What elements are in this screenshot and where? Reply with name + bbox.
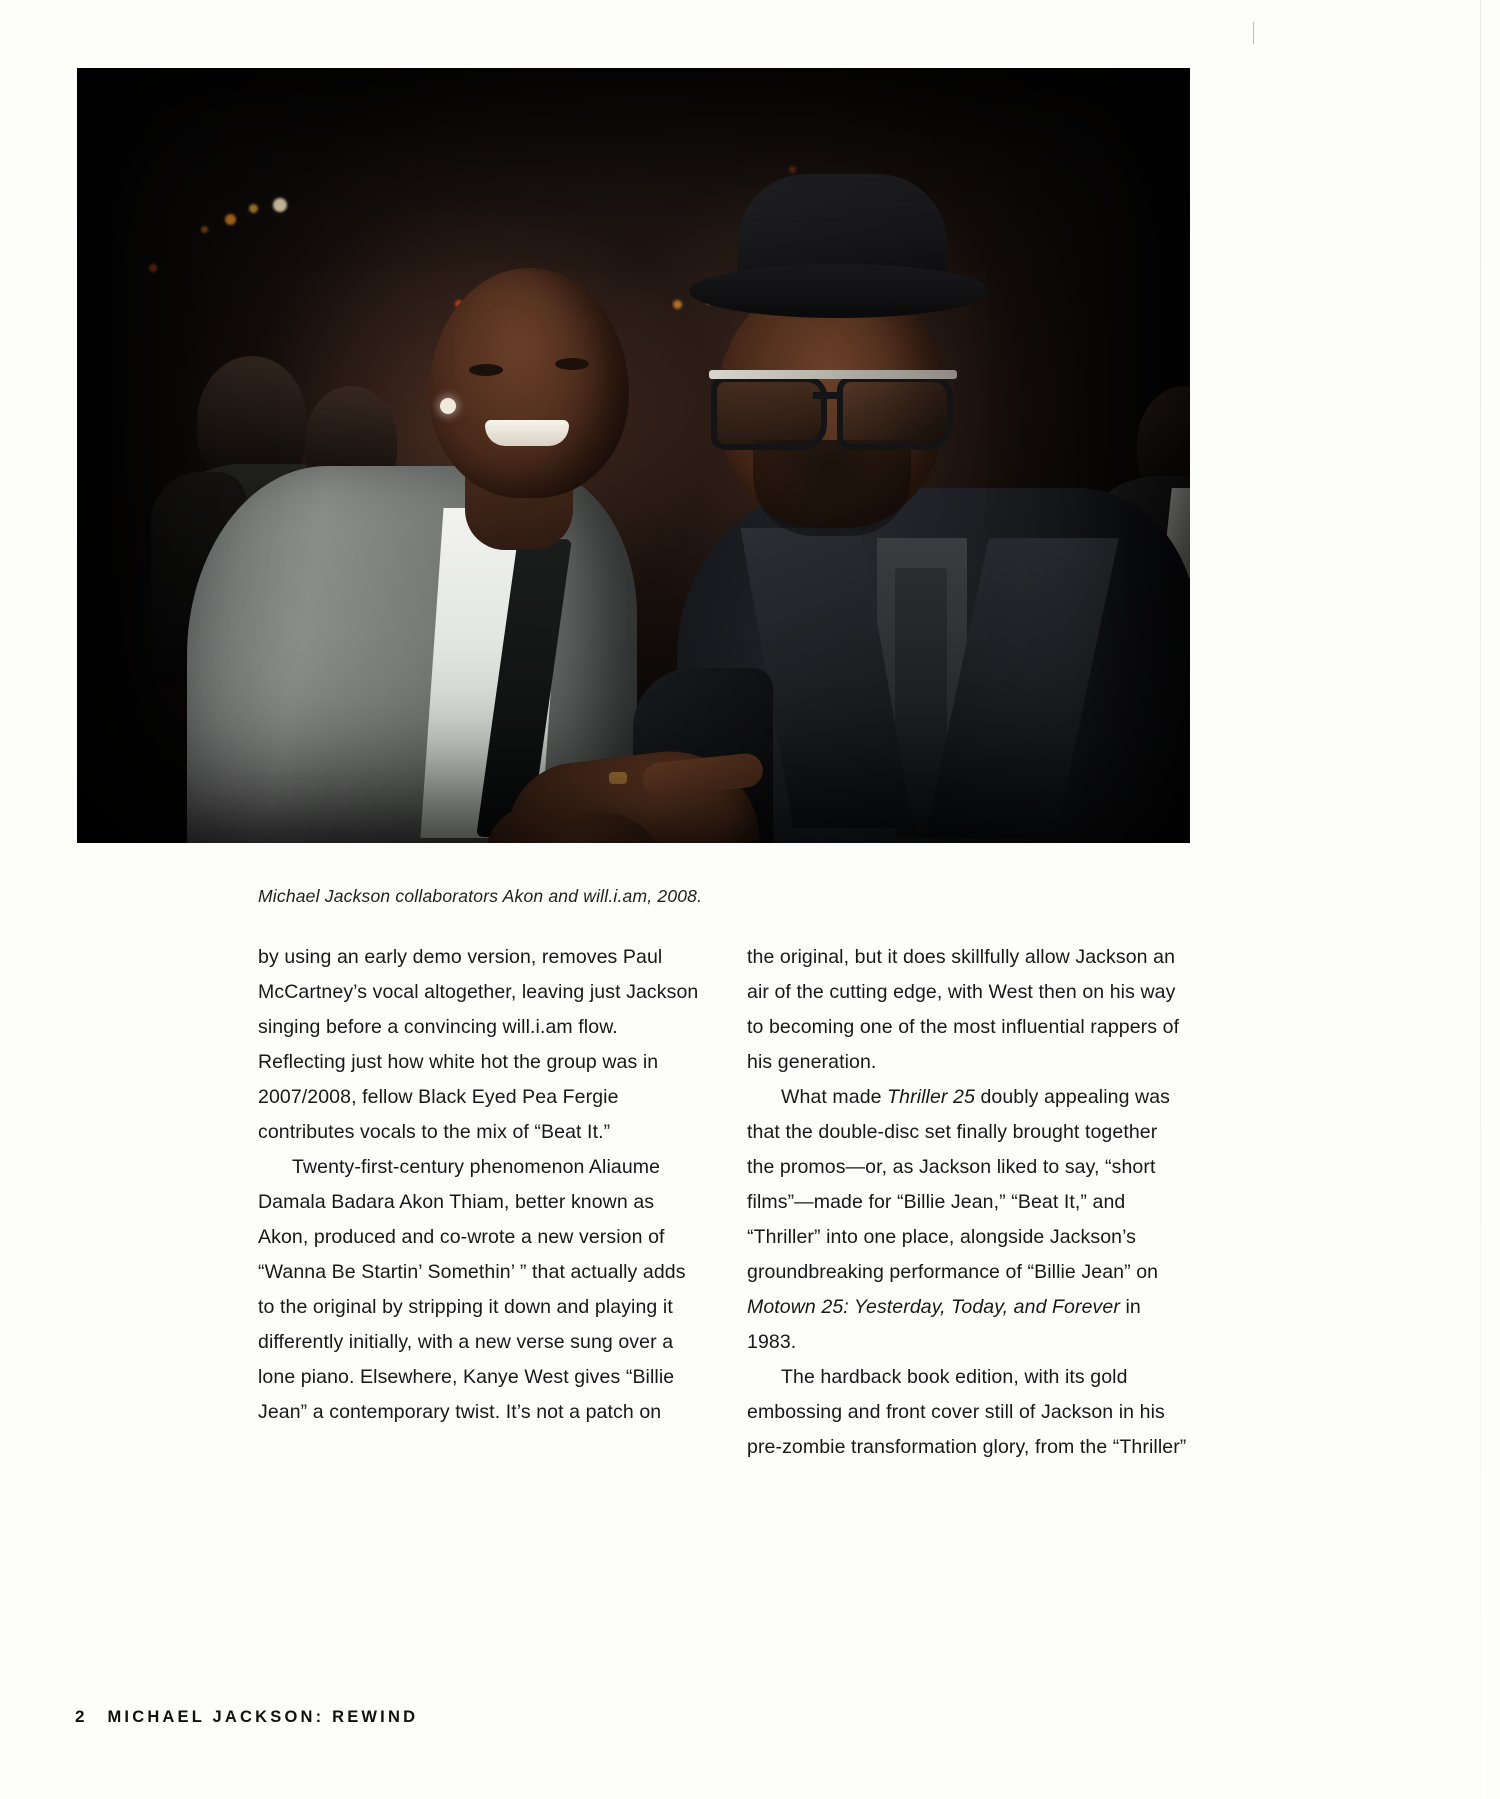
- page-footer: [75, 1707, 418, 1727]
- page-edge-rule: [1480, 0, 1481, 1799]
- glasses-lens-left: [711, 376, 827, 450]
- william-glasses: [705, 368, 961, 442]
- italic-title: Motown 25: Yesterday, Today, and Forever: [747, 1296, 1120, 1318]
- text-run: What made: [781, 1086, 888, 1108]
- glasses-bridge: [813, 392, 843, 399]
- akon-eye-left: [469, 364, 503, 376]
- body-column-left: [258, 940, 699, 1465]
- text-run: the original, but it does skillfully allow Jackson an air of the cutting edge, with West then on his way to becoming one of the most influential rappers of his generation.: [747, 946, 1180, 1073]
- photo-akon-william: [77, 68, 1190, 843]
- text-run: The hardback book edition, with its gold embossing and front cover still of Jackson in his pre-zombie transformation glory, from the “Thriller”: [747, 1366, 1187, 1458]
- bokeh-light: [249, 204, 258, 213]
- bokeh-light: [789, 166, 796, 173]
- running-head: MICHAEL JACKSON: REWIND: [107, 1708, 419, 1726]
- finger-ring: [609, 772, 627, 784]
- body-columns: [258, 940, 1188, 1465]
- bokeh-light: [225, 214, 236, 225]
- paragraph: by using an early demo version, removes Paul McCartney’s vocal altogether, leaving just Jackson singing before a convincing will.i.am flow. Reflecting just how white hot the group was in 2007/2008, fellow Black Eyed Pea Fergie contributes vocals to the mix of “Beat It.”: [258, 946, 699, 1143]
- bokeh-light: [273, 198, 287, 212]
- glasses-lens-right: [837, 376, 953, 450]
- glasses-brow-bar: [709, 370, 957, 379]
- akon-head: [429, 268, 629, 498]
- akon-earring: [440, 398, 456, 414]
- body-column-right: [747, 940, 1188, 1465]
- paragraph: [747, 940, 1188, 1080]
- paragraph: [747, 1080, 1188, 1360]
- william-beard: [753, 440, 911, 536]
- paragraph: Twenty-first-century phenomenon Aliaume Damala Badara Akon Thiam, better known as Akon, produced and co-wrote a new version of “Wanna Be Startin’ Somethin’ ” that actually adds to the original by stripping it down and playing it differently initially, with a new verse sung over a lone piano. Elsewhere, Kanye West gives “Billie Jean” a contemporary twist. It’s not a patch on: [258, 1156, 686, 1423]
- trim-tick-mark: [1253, 22, 1254, 44]
- bokeh-light: [673, 300, 682, 309]
- figure-caption: Michael Jackson collaborators Akon and will.i.am, 2008.: [258, 886, 703, 906]
- photo-image: [77, 68, 1190, 843]
- italic-title: Thriller 25: [887, 1086, 975, 1108]
- akon-smile: [485, 420, 569, 446]
- akon-eye-right: [555, 358, 589, 370]
- bokeh-light: [149, 264, 157, 272]
- paragraph: [747, 1360, 1188, 1465]
- william-hat-brim: [689, 264, 989, 318]
- bokeh-light: [201, 226, 208, 233]
- page-number: 2: [75, 1707, 86, 1726]
- text-run: in 1983.: [747, 1296, 1141, 1353]
- text-run: doubly appealing was that the double-disc set finally brought together the promos—or, as Jackson liked to say, “short films”—made for “Billie Jean,” “Beat It,” and “Thriller” into one place, alongside Jackson’s groundbreaking performance of “Billie Jean” on: [747, 1086, 1171, 1283]
